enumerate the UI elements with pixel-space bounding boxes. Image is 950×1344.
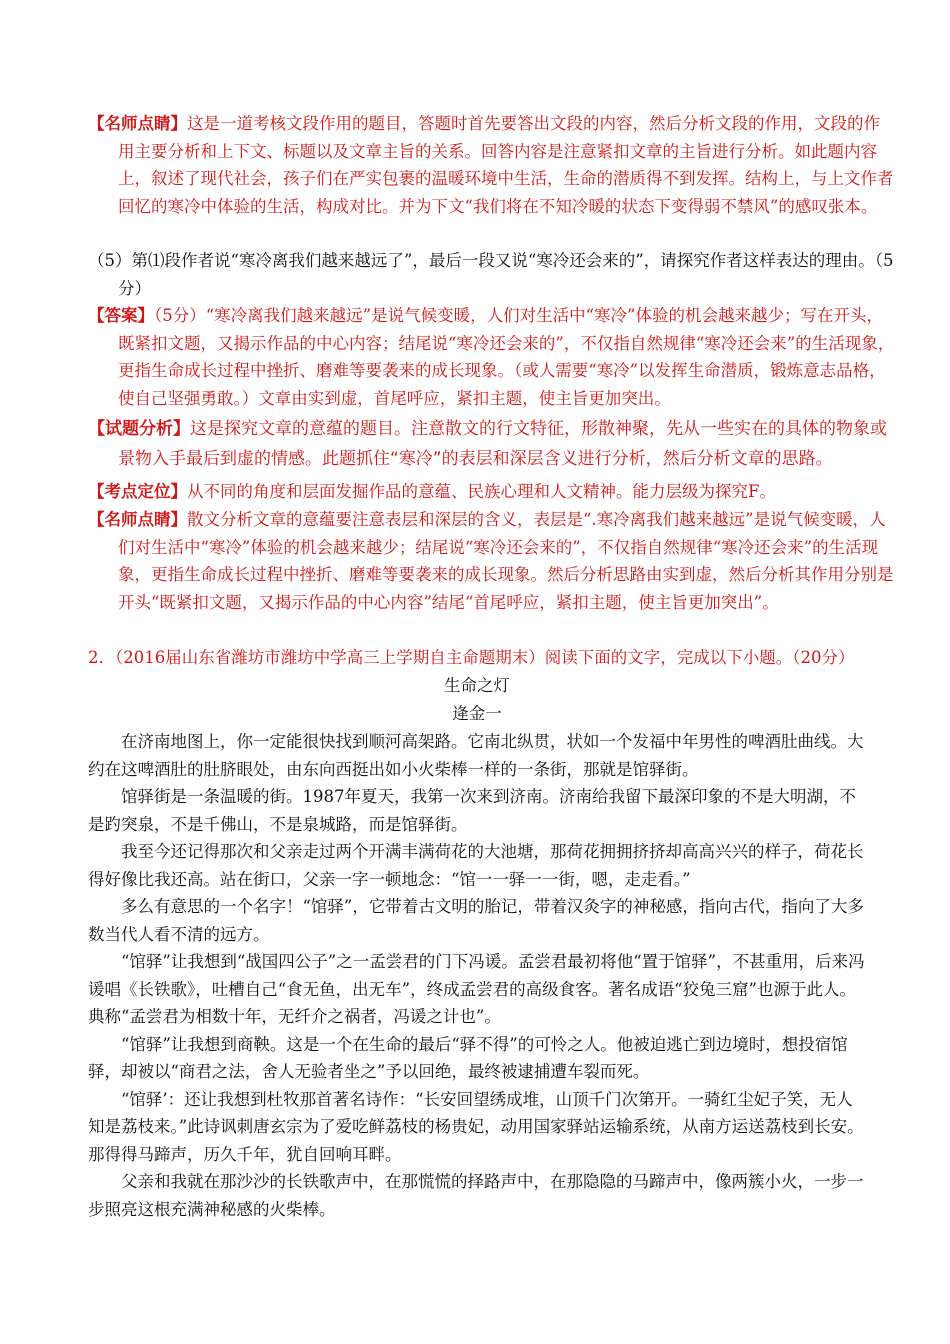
kaodian-block: [88, 478, 896, 506]
article-paragraph: 我至今还记得那次和父亲走过两个开满丰满荷花的大池塘，那荷花拥拥挤挤却高高兴兴的样子，荷花长得好像比我还高。站在街口，父亲一字一顿地念：“馆一一驿一一街，嗯，走走看。”: [88, 842, 864, 889]
teacher-note-2-text: 散文分析文章的意蕴要注意表层和深层的含义，表层是“.寒冷离我们越来越远”是说气候变暖，人们对生活中“寒冷”体验的机会越来越少；结尾说“寒冷还会来的”，不仅指自然规律“寒冷还会来”的生活现象，更指生命成长过程中挫折、磨难等要袭来的成长现象。然后分析思路由实到虚，然后分析其作用分别是开头“既紧扣文题，又揭示作品的中心内容”结尾“首尾呼应，紧扣主题，使主旨更加突出”。: [118, 510, 894, 612]
article-title: 生命之灯: [444, 676, 510, 695]
answer-tag: 【答案】: [88, 306, 154, 325]
question-5: [88, 247, 896, 302]
article-paragraph: 馆驿街是一条温暖的街。1987年夏天，我第一次来到济南。济南给我留下最深印象的不是大明湖，不是趵突泉，不是千佛山，不是泉城路，而是馆驿街。: [88, 787, 856, 834]
article-author: 逄金一: [452, 704, 502, 723]
analysis-tag: 【试题分析】: [88, 419, 190, 439]
teacher-note-2-tag: 【名师点睛】: [88, 510, 187, 529]
analysis-text: 这是探究文章的意蕴的题目。注意散文的行文特征，形散神聚，先从一些实在的具体的物象或景物入手最后到虚的情感。此题抓住“寒冷”的表层和深层含义进行分析，然后分析文章的思路。: [118, 419, 887, 469]
kaodian-text: 从不同的角度和层面发掘作品的意蕴、民族心理和人文精神。能力层级为探究F。: [187, 482, 776, 501]
teacher-note-2: [88, 506, 896, 616]
teacher-note-1-text: 这是一道考核文段作用的题目，答题时首先要答出文段的内容，然后分析文段的作用，文段的作用主要分析和上下文、标题以及文章主旨的关系。回答内容是注意紧扣文章的主旨进行分析。如此题内容上，叙述了现代社会，孩子们在严实包裹的温暖环境中生活，生命的潜质得不到发挥。结构上，与上文作者回忆的寒冷中体验的生活，构成对比。并为下文“我们将在不知冷暖的状态下变得弱不禁风”的感叹张本。: [118, 114, 894, 216]
answer-text: （5分）“寒冷离我们越来越远”是说气候变暖，人们对生活中“寒冷”体验的机会越来越少；写在开头，既紧扣文题，又揭示作品的中心内容；结尾说“寒冷还会来的”，不仅指自然规律“寒冷还会来”的生活现象，更指生命成长过程中挫折、磨难等要袭来的成长现象。（或人需要“寒冷”以发挥生命潜质，锻炼意志品格，使自己坚强勇敢。）文章由实到虚，首尾呼应，紧扣主题，使主旨更加突出。: [118, 306, 895, 408]
article-paragraph: 多么有意思的一个名字！“馆驿”，它带着古文明的胎记，带着汉灸字的神秘感，指向古代，指向了大多数当代人看不清的远方。: [88, 897, 864, 944]
kaodian-tag: 【考点定位】: [88, 482, 187, 501]
article-paragraph: “馆驿”让我想到“战国四公子”之一孟尝君的门下冯谖。孟尝君最初将他“置于馆驿”，不甚重用，后来冯谖唱《长铁歌》，吐槽自己“食无鱼，出无车”，终成孟尝君的高级食客。著名成语“狡兔三窟”也源于此人。典称“孟尝君为相数十年，无纤介之祸者，冯谖之计也”。: [88, 952, 865, 1026]
question-5-text: （5）第⑴段作者说“寒冷离我们越来越远了”，最后一段又说“寒冷还会来的”，请探究作者这样表达的理由。（5分）: [88, 251, 894, 298]
question-2: [88, 644, 866, 672]
article-paragraph: 在济南地图上，你一定能很快找到顺河高架路。它南北纵贯，状如一个发福中年男性的啤酒肚曲线。大约在这啤酒肚的肚脐眼处，由东向西挺出如小火柴棒一样的一条街，那就是馆驿街。: [88, 732, 864, 779]
teacher-note-1: [88, 110, 896, 220]
article-paragraph: “馆驿”让我想到商鞅。这是一个在生命的最后“驿不得”的可怜之人。他被迫逃亡到边境时，想投宿馆驿，却被以“商君之法，舍人无验者坐之”予以回绝，最终被逮捕遭车裂而死。: [88, 1034, 848, 1081]
article-paragraph: 父亲和我就在那沙沙的长铁歌声中，在那慌慌的择路声中，在那隐隐的马蹄声中，像两簇小火，一步一步照亮这根充满神秘感的火柴棒。: [88, 1172, 864, 1219]
analysis-block: [88, 414, 896, 474]
answer-block: [88, 302, 896, 412]
article-paragraph: “馆驿’：还让我想到杜牧那首著名诗作：“长安回望绣成堆，山顶千门次第开。一骑红尘妃子笑，无人知是荔枝来。”此诗讽刺唐玄宗为了爱吃鲜荔枝的杨贵妃，动用国家驿站运输系统，从南方运送荔枝到长安。那得得马蹄声，历久千年，犹自回响耳畔。: [88, 1089, 864, 1164]
article-body: [88, 728, 866, 1223]
teacher-note-1-tag: 【名师点睛】: [88, 114, 187, 133]
question-2-text: 2．（2016届山东省潍坊市潍坊中学高三上学期自主命题期末）阅读下面的文字，完成以下小题。（20分）: [88, 648, 855, 667]
